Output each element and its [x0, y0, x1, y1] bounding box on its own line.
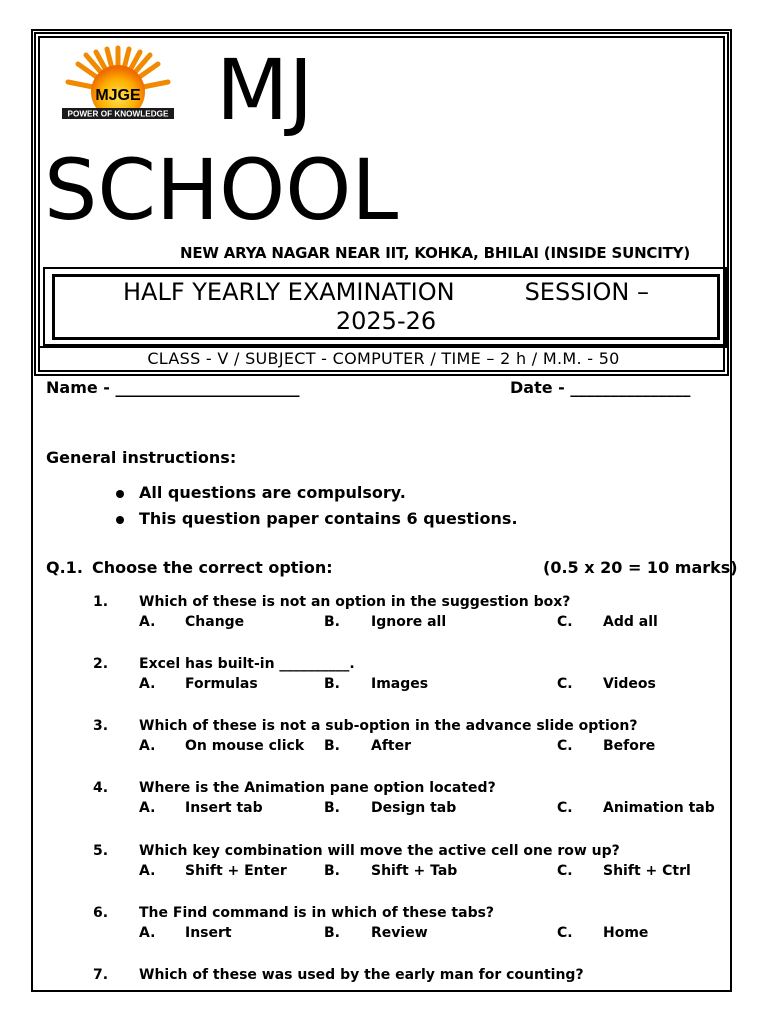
option-letter: B. [324, 863, 340, 879]
option-text: Shift + Enter [185, 863, 287, 879]
option-letter: B. [324, 614, 340, 630]
option-letter: A. [139, 676, 156, 692]
class-subject-line: CLASS - V / SUBJECT - COMPUTER / TIME – 2 h / M.M. - 50 [147, 349, 620, 368]
logo-tagline: POWER OF KNOWLEDGE [67, 109, 169, 119]
option-letter: A. [139, 614, 156, 630]
option-text: Videos [603, 676, 656, 692]
school-address: NEW ARYA NAGAR NEAR IIT, KOHKA, BHILAI (INSIDE SUNCITY) [180, 244, 690, 262]
school-name [44, 40, 464, 240]
mcq-item [0, 718, 768, 778]
option-letter: C. [557, 863, 573, 879]
option-text: Add all [603, 614, 658, 630]
date-field[interactable]: Date - _______________ [510, 378, 691, 397]
option-letter: C. [557, 676, 573, 692]
mcq-number: 1. [93, 594, 109, 610]
instruction-item: This question paper contains 6 questions. [116, 509, 518, 535]
option-letter: B. [324, 738, 340, 754]
option-letter: C. [557, 800, 573, 816]
option-letter: A. [139, 738, 156, 754]
logo-text: MJGE [95, 87, 141, 104]
mcq-question: Which key combination will move the active cell one row up? [139, 843, 620, 859]
school-name-line1: MJ [216, 41, 314, 139]
mcq-question: Which of these was used by the early man for counting? [139, 967, 584, 983]
mcq-item [0, 594, 768, 654]
mcq-number: 7. [93, 967, 109, 983]
option-letter: B. [324, 676, 340, 692]
mcq-number: 2. [93, 656, 109, 672]
mcq-number: 3. [93, 718, 109, 734]
question-marks: (0.5 x 20 = 10 marks) [543, 558, 738, 577]
mcq-question: Where is the Animation pane option located? [139, 780, 496, 796]
option-text: On mouse click [185, 738, 305, 754]
class-line-divider [38, 346, 729, 348]
mcq-item [0, 843, 768, 903]
exam-session-label: SESSION – [524, 278, 649, 306]
question-title: Choose the correct option: [92, 558, 333, 577]
school-name-line2: SCHOOL [44, 141, 399, 239]
option-text: Shift + Ctrl [603, 863, 691, 879]
option-text: Animation tab [603, 800, 715, 816]
mcq-question: Excel has built-in __________. [139, 656, 355, 672]
option-text: Before [603, 738, 656, 754]
exam-title [55, 278, 717, 336]
mcq-item [0, 780, 768, 840]
mcq-number: 5. [93, 843, 109, 859]
option-text: Design tab [371, 800, 457, 816]
exam-name: HALF YEARLY EXAMINATION [123, 278, 455, 306]
option-text: After [371, 738, 412, 754]
name-field[interactable]: Name - _______________________ [46, 378, 300, 397]
mcq-question: The Find command is in which of these tabs? [139, 905, 495, 921]
option-text: Ignore all [371, 614, 447, 630]
instruction-item: All questions are compulsory. [116, 483, 518, 509]
option-text: Formulas [185, 676, 258, 692]
option-text: Shift + Tab [371, 863, 458, 879]
mcq-number: 4. [93, 780, 109, 796]
option-letter: A. [139, 800, 156, 816]
instructions-list [116, 483, 518, 535]
option-letter: C. [557, 925, 573, 941]
option-letter: B. [324, 800, 340, 816]
mcq-item [0, 656, 768, 716]
mcq-question: Which of these is not an option in the suggestion box? [139, 594, 571, 610]
exam-year: 2025-26 [335, 307, 437, 335]
mcq-number: 6. [93, 905, 109, 921]
option-letter: C. [557, 614, 573, 630]
option-text: Review [371, 925, 428, 941]
option-letter: A. [139, 925, 156, 941]
instructions-heading: General instructions: [46, 448, 237, 467]
mcq-question: Which of these is not a sub-option in the advance slide option? [139, 718, 638, 734]
option-text: Change [185, 614, 245, 630]
mcq-item [0, 905, 768, 965]
option-letter: B. [324, 925, 340, 941]
question-number: Q.1. [46, 558, 83, 577]
option-text: Insert [185, 925, 232, 941]
option-text: Home [603, 925, 649, 941]
option-text: Insert tab [185, 800, 263, 816]
option-letter: C. [557, 738, 573, 754]
mcq-item [0, 967, 768, 987]
option-letter: A. [139, 863, 156, 879]
option-text: Images [371, 676, 429, 692]
